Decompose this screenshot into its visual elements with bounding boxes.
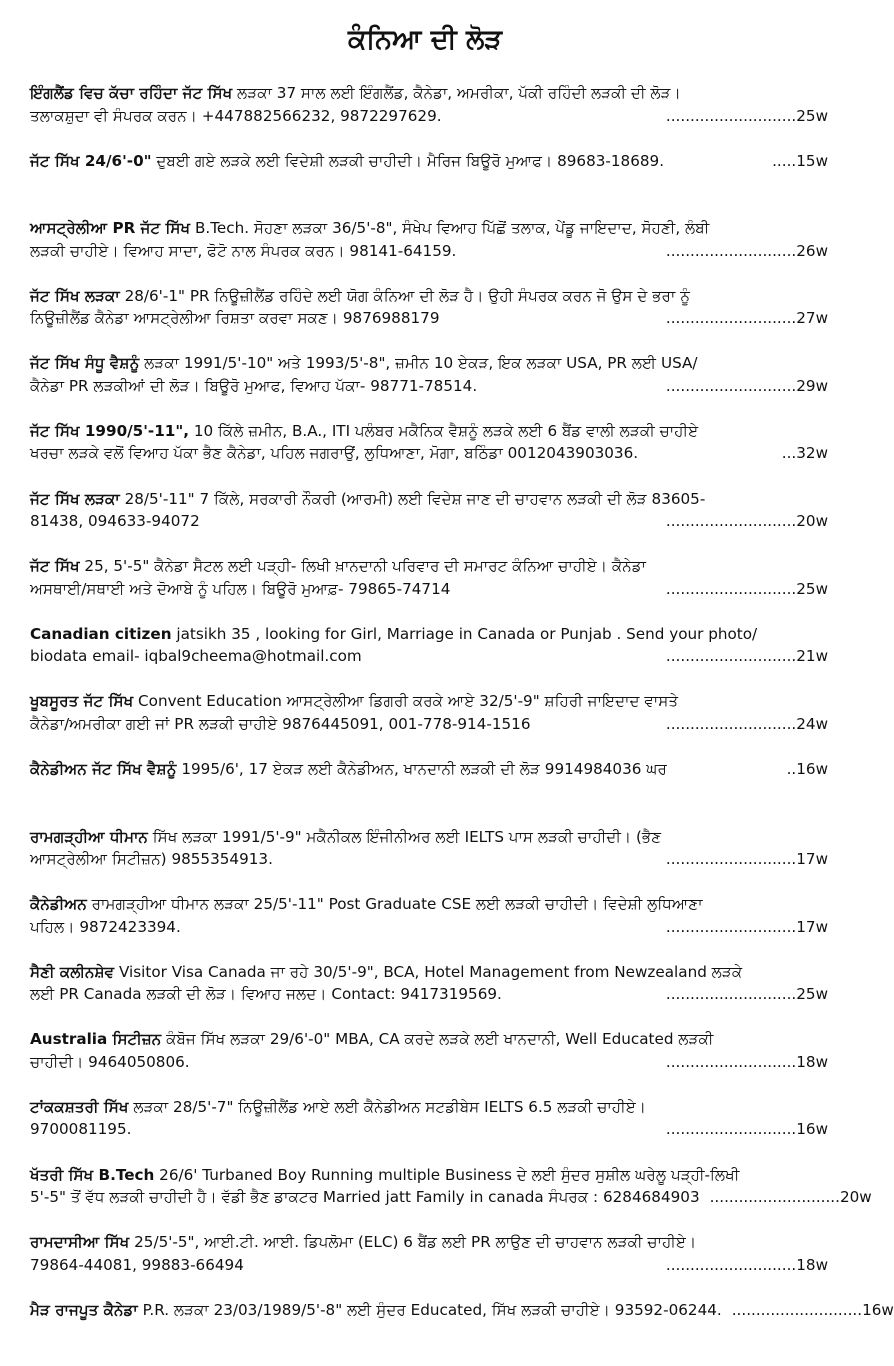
ad-first-line (30, 1028, 828, 1051)
ad-code: ..16w (786, 759, 828, 778)
ad-lead: ਰਾਮਗੜ੍ਹੀਆ ਧੀਮਾਨ (30, 827, 148, 846)
ad-code: ...........................17w (665, 850, 828, 869)
ad-second-line (30, 713, 828, 736)
ad-code: ...........................26w (665, 241, 828, 260)
ad-lead: ਕੈਨੇਡੀਅਨ ਜੱਟ ਸਿੱਖ ਵੈਸ਼ਨੂੰ (30, 759, 177, 778)
ad-lead: ਖੂਬਸੂਰਤ ਜੱਟ ਸਿੱਖ (30, 692, 134, 711)
ad-text-continued: ਲੜਕੀ ਚਾਹੀਏ। ਵਿਆਹ ਸਾਦਾ, ਫੋਟੋ ਨਾਲ ਸੰਪਰਕ ਕਰਨ। 98141-64159. (30, 241, 457, 260)
ad-second-line (30, 645, 828, 668)
ad-lead: ਮੈੜ ਰਾਜਪੂਤ ਕੈਨੇਡਾ (30, 1300, 138, 1319)
classified-ad (0, 1231, 850, 1299)
ad-lead: ਟਾਂਕਕਸ਼ਤਰੀ ਸਿੱਖ (30, 1097, 129, 1116)
ad-text: 26/6' Turbaned Boy Running multiple Business ਦੇ ਲਈ ਸੁੰਦਰ ਸੁਸ਼ੀਲ ਘਰੇਲੂ ਪੜ੍ਹੀ-ਲਿਖੀ (154, 1165, 740, 1184)
ad-text-continued: ਕੈਨੇਡਾ/ਅਮਰੀਕਾ ਗਈ ਜਾਂ PR ਲੜਕੀ ਚਾਹੀਏ 9876445091, 001-778-914-1516 (30, 714, 531, 733)
ad-text: 28/5'-11" 7 ਕਿੱਲੇ, ਸਰਕਾਰੀ ਨੌਕਰੀ (ਆਰਮੀ) ਲਈ ਵਿਦੇਸ਼ ਜਾਣ ਦੀ ਚਾਹਵਾਨ ਲੜਕੀ ਦੀ ਲੋੜ 83605- (119, 489, 706, 508)
ad-second-line (30, 916, 828, 939)
ad-text: 25/5'-5", ਆਈ.ਟੀ. ਆਈ. ਡਿਪਲੋਮਾ (ELC) 6 ਬੈਂਡ ਲਈ PR ਲਾਉਣ ਦੀ ਚਾਹਵਾਨ ਲੜਕੀ ਚਾਹੀਏ। (129, 1233, 697, 1252)
ad-text-continued: ਪਹਿਲ। 9872423394. (30, 917, 181, 936)
ad-second-line (30, 510, 828, 533)
ad-code: ...........................21w (665, 647, 828, 666)
ad-first-line (30, 1299, 894, 1322)
ad-text: ਦੁਬਈ ਗਏ ਲੜਕੇ ਲਈ ਵਿਦੇਸ਼ੀ ਲੜਕੀ ਚਾਹੀਦੀ। ਮੈਰਿਜ ਬਿਊਰੋ ਮੁਆਫ। 89683-18689. (151, 151, 665, 170)
ad-lead: ਆਸਟ੍ਰੇਲੀਆ PR ਜੱਟ ਸਿੱਖ (30, 219, 191, 238)
classified-ad (0, 826, 850, 894)
ad-lead: ਜੱਟ ਸਿੱਖ ਲੜਕਾ (30, 489, 120, 508)
ad-second-line (30, 307, 828, 330)
classified-ad (0, 623, 850, 691)
ad-text-continued: ਨਿਊਜ਼ੀਲੈਂਡ ਕੈਨੇਡਾ ਆਸਟ੍ਰੇਲੀਆ ਰਿਸ਼ਤਾ ਕਰਵਾ ਸਕਣ। 9876988179 (30, 309, 440, 328)
ad-text: Convent Education ਆਸਟ੍ਰੇਲੀਆ ਡਿਗਰੀ ਕਰਕੇ ਆਏ 32/5'-9" ਸ਼ਹਿਰੀ ਜਾਇਦਾਦ ਵਾਸਤੇ (133, 692, 679, 711)
ad-lead: ਜੱਟ ਸਿੱਖ (30, 557, 80, 576)
ad-first-line (30, 285, 828, 308)
ad-code: ...........................27w (665, 309, 828, 328)
ad-code: ...........................16w (665, 1120, 828, 1139)
ad-second-line (30, 578, 828, 601)
classified-ad (0, 893, 850, 961)
ad-first-line (30, 826, 828, 849)
ad-second-line (30, 375, 828, 398)
ad-second-line (30, 983, 828, 1006)
ad-first-line (30, 961, 828, 984)
ad-code: ...........................25w (665, 579, 828, 598)
ad-lead: ਜੱਟ ਸਿੱਖ 1990/5'-11", (30, 421, 190, 440)
ad-lead: ਰਾਮਦਾਸੀਆ ਸਿੱਖ (30, 1233, 130, 1252)
classified-ad (0, 488, 850, 556)
ad-code: ...........................24w (665, 714, 828, 733)
ad-code: .....15w (772, 151, 828, 170)
ad-text: Visitor Visa Canada ਜਾ ਰਹੇ 30/5'-9", BCA, Hotel Management from Newzealand ਲੜਕੇ (114, 962, 743, 981)
ad-text: jatsikh 35 , looking for Girl, Marriage in Canada or Punjab . Send your photo/ (171, 624, 758, 643)
ad-text-continued: 5'-5" ਤੋਂ ਵੱਧ ਲੜਕੀ ਚਾਹੀਦੀ ਹੈ। ਵੱਡੀ ਭੈਣ ਡਾਕਟਰ Married jatt Family in canada ਸੰਪਰਕ : 6284684903 (30, 1188, 700, 1206)
ad-code: ...........................16w (731, 1300, 894, 1319)
ad-first-line (30, 1164, 828, 1187)
ad-text-continued: ਆਸਟ੍ਰੇਲੀਆ ਸਿਟੀਜ਼ਨ) 9855354913. (30, 850, 273, 869)
ad-first-line (30, 420, 828, 443)
classified-ad (0, 285, 850, 353)
ad-text: ਲੜਕਾ 1991/5'-10" ਅਤੇ 1993/5'-8", ਜ਼ਮੀਨ 10 ਏਕੜ, ਇਕ ਲੜਕਾ USA, PR ਲਈ USA/ (139, 354, 698, 373)
ad-second-line (30, 240, 828, 263)
ad-second-line (30, 105, 828, 128)
ad-text-continued: ਤਲਾਕਸ਼ੁਦਾ ਵੀ ਸੰਪਰਕ ਕਰਨ। +447882566232, 9872297629. (30, 106, 442, 125)
ad-lead: ਇੰਗਲੈਂਡ ਵਿਚ ਕੱਚਾ ਰਹਿੰਦਾ ਜੱਟ ਸਿੱਖ (30, 84, 233, 102)
ad-second-line (30, 1051, 828, 1074)
classified-ad (0, 150, 850, 218)
ad-text: B.Tech. ਸੋਹਣਾ ਲੜਕਾ 36/5'-8", ਸੰਖੇਪ ਵਿਆਹ ਪਿੱਛੋਂ ਤਲਾਕ, ਪੇਂਡੂ ਜਾਇਦਾਦ, ਸੋਹਣੀ, ਲੰਬੀ (190, 219, 710, 238)
ad-code: ...........................17w (665, 917, 828, 936)
ad-text: ਲੜਕਾ 28/5'-7" ਨਿਊਜ਼ੀਲੈਂਡ ਆਏ ਲਈ ਕੈਨੇਡੀਅਨ ਸਟਡੀਬੇਸ IELTS 6.5 ਲੜਕੀ ਚਾਹੀਏ। (128, 1097, 647, 1116)
ad-first-line-text (30, 1299, 722, 1322)
ad-first-line (30, 488, 828, 511)
ad-lead: ਕੈਨੇਡੀਅਨ (30, 895, 87, 914)
ad-second-line (30, 1118, 828, 1141)
ad-second-line (30, 442, 828, 465)
ad-lead: ਖੱਤਰੀ ਸਿੱਖ B.Tech (30, 1165, 155, 1184)
ad-lead: ਸੈਣੀ ਕਲੀਨਸ਼ੇਵ (30, 962, 115, 981)
ad-first-line (30, 690, 828, 713)
ad-text: ਸਿੱਖ ਲੜਕਾ 1991/5'-9" ਮਕੈਨੀਕਲ ਇੰਜੀਨੀਅਰ ਲਈ IELTS ਪਾਸ ਲੜਕੀ ਚਾਹੀਦੀ। (ਭੈਣ (147, 827, 662, 846)
ad-first-line (30, 352, 828, 375)
ad-text: ਲੜਕਾ 37 ਸਾਲ ਲਈ ਇੰਗਲੈਂਡ, ਕੈਨੇਡਾ, ਅਮਰੀਕਾ, ਪੱਕੀ ਰਹਿੰਦੀ ਲੜਕੀ ਦੀ ਲੋੜ। (232, 84, 681, 102)
ad-text-continued: ਚਾਹੀਦੀ। 9464050806. (30, 1052, 190, 1071)
ad-text: ਕੰਬੋਜ ਸਿੱਖ ਲੜਕਾ 29/6'-0" MBA, CA ਕਰਦੇ ਲੜਕੇ ਲਈ ਖਾਨਦਾਨੀ, Well Educated ਲੜਕੀ (161, 1030, 714, 1049)
ad-text: ਰਾਮਗੜ੍ਹੀਆ ਧੀਮਾਨ ਲੜਕਾ 25/5'-11" Post Graduate CSE ਲਈ ਲੜਕੀ ਚਾਹੀਦੀ। ਵਿਦੇਸ਼ੀ ਲੁਧਿਆਣਾ (86, 895, 703, 914)
ad-text-continued: 81438, 094633-94072 (30, 512, 200, 531)
classified-ad (0, 420, 850, 488)
ad-lead: ਜੱਟ ਸਿੱਖ ਲੜਕਾ (30, 286, 120, 305)
classified-ad (0, 1028, 850, 1096)
ad-text: 10 ਕਿੱਲੇ ਜ਼ਮੀਨ, B.A., ITI ਪਲੰਬਰ ਮਕੈਨਿਕ ਵੈਸ਼ਨੂੰ ਲੜਕੇ ਲਈ 6 ਬੈਂਡ ਵਾਲੀ ਲੜਕੀ ਚਾਹੀਏ (189, 421, 699, 440)
page-title: ਕੰਨਿਆ ਦੀ ਲੋੜ (347, 24, 503, 55)
ad-lead: Canadian citizen (30, 624, 172, 643)
classified-ad (0, 1299, 894, 1366)
ad-code: ...........................25w (665, 106, 828, 125)
ad-first-line (30, 623, 828, 646)
ad-text: 1995/6', 17 ਏਕੜ ਲਈ ਕੈਨੇਡੀਅਨ, ਖਾਨਦਾਨੀ ਲੜਕੀ ਦੀ ਲੋੜ 9914984036 ਘਰ (176, 759, 667, 778)
ad-first-line-text (30, 758, 667, 781)
classified-ad (0, 961, 850, 1029)
ad-text-continued: ਖਰਚਾ ਲੜਕੇ ਵਲੋਂ ਵਿਆਹ ਪੱਕਾ ਭੈਣ ਕੈਨੇਡਾ, ਪਹਿਲ ਜਗਰਾਉਂ, ਲੁਧਿਆਣਾ, ਮੋਗਾ, ਬਠਿੰਡਾ 0012043903036. (30, 444, 639, 463)
classified-ads-list (0, 82, 894, 1366)
ad-code: ...........................20w (665, 512, 828, 531)
ad-first-line (30, 1231, 828, 1254)
ad-text: P.R. ਲੜਕਾ 23/03/1989/5'-8" ਲਈ ਸੁੰਦਰ Educated, ਸਿੱਖ ਲੜਕੀ ਚਾਹੀਏ। 93592-06244. (137, 1300, 722, 1319)
ad-text-continued: ਲਈ PR Canada ਲੜਕੀ ਦੀ ਲੋੜ। ਵਿਆਹ ਜਲਦ। Contact: 9417319569. (30, 985, 502, 1004)
ad-lead: Australia ਸਿਟੀਜ਼ਨ (30, 1030, 162, 1049)
ad-text-continued: biodata email- iqbal9cheema@hotmail.com (30, 647, 362, 666)
ad-first-line (30, 1096, 828, 1119)
ad-first-line (30, 150, 828, 173)
ad-text-continued: 79864-44081, 99883-66494 (30, 1255, 244, 1274)
ad-first-line (30, 555, 828, 578)
classified-ad (0, 82, 850, 150)
ad-first-line (30, 217, 828, 240)
ad-code: ...........................29w (665, 376, 828, 395)
ad-text-continued: 9700081195. (30, 1120, 132, 1139)
ad-first-line (30, 893, 828, 916)
ad-second-line (30, 1254, 828, 1277)
ad-code: ...........................18w (665, 1255, 828, 1274)
ad-code: ...........................20w (709, 1188, 872, 1206)
classified-ad (0, 1164, 872, 1232)
ad-code: ...........................25w (665, 985, 828, 1004)
ad-text-continued: ਕੈਨੇਡਾ PR ਲੜਕੀਆਂ ਦੀ ਲੋੜ। ਬਿਊਰੋ ਮੁਆਫ, ਵਿਆਹ ਪੱਕਾ- 98771-78514. (30, 376, 478, 395)
ad-text: 25, 5'-5" ਕੈਨੇਡਾ ਸੈਟਲ ਲਈ ਪੜ੍ਹੀ- ਲਿਖੀ ਖ਼ਾਨਦਾਨੀ ਪਰਿਵਾਰ ਦੀ ਸਮਾਰਟ ਕੰਨਿਆ ਚਾਹੀਏ। ਕੈਨੇਡਾ (79, 557, 646, 576)
classified-ad (0, 1096, 850, 1164)
ad-first-line-text (30, 150, 664, 173)
ad-code: ...32w (781, 444, 828, 463)
ad-first-line (30, 82, 828, 105)
ad-code: ...........................18w (665, 1052, 828, 1071)
classified-ad (0, 690, 850, 758)
classified-ad (0, 217, 850, 285)
ad-lead: ਜੱਟ ਸਿੱਖ 24/6'-0" (30, 151, 152, 170)
classified-ad (0, 555, 850, 623)
classified-ad (0, 352, 850, 420)
classified-ad (0, 758, 850, 826)
ad-lead: ਜੱਟ ਸਿੱਖ ਸੰਧੂ ਵੈਸ਼ਨੂੰ (30, 354, 140, 373)
ad-first-line (30, 758, 828, 781)
ad-second-line (30, 1186, 872, 1209)
ad-text-continued: ਅਸਥਾਈ/ਸਥਾਈ ਅਤੇ ਦੋਆਬੇ ਨੂੰ ਪਹਿਲ। ਬਿਊਰੋ ਮੁਆਫ਼- 79865-74714 (30, 579, 451, 598)
ad-second-line (30, 848, 828, 871)
ad-text: 28/6'-1" PR ਨਿਊਜ਼ੀਲੈਂਡ ਰਹਿੰਦੇ ਲਈ ਯੋਗ ਕੰਨਿਆ ਦੀ ਲੋੜ ਹੈ। ਉਹੀ ਸੰਪਰਕ ਕਰਨ ਜੋ ਉਸ ਦੇ ਭਰਾ ਨੂੰ (119, 286, 690, 305)
